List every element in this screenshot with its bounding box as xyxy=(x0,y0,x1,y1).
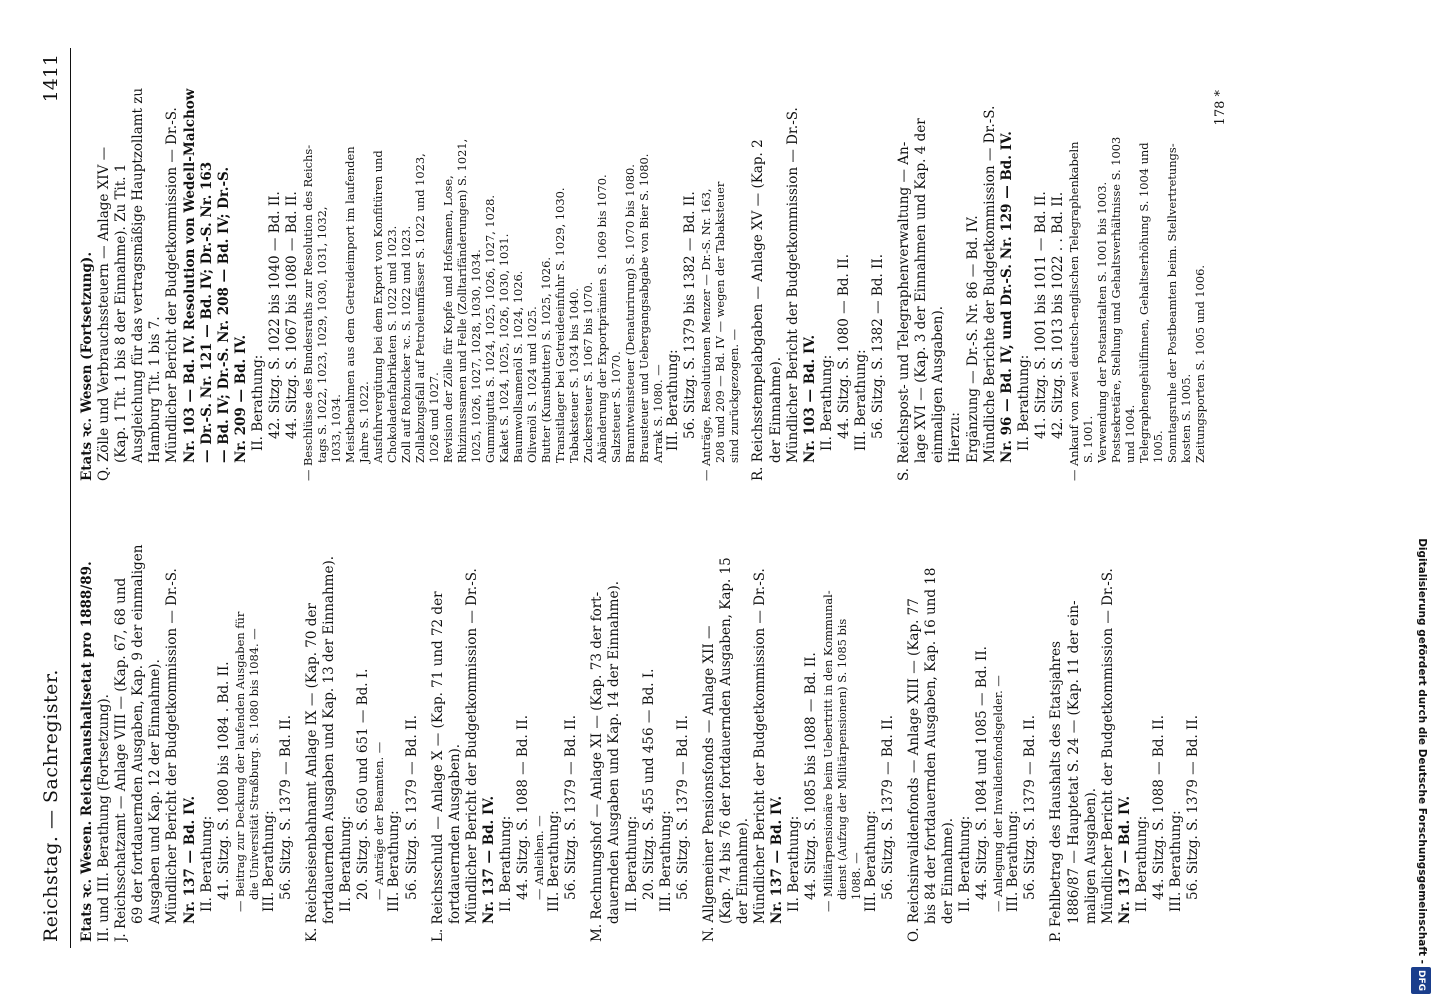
left-column-line: III. Berathung: xyxy=(1005,810,1022,912)
left-column xyxy=(79,515,1207,942)
right-column-line: Branntweinsteuer (Denaturirung) S. 1070 bis 1080. xyxy=(623,164,638,463)
right-column-line: Nr. 209 — Bd. IV. xyxy=(232,334,249,463)
right-column-line: S. 1001. xyxy=(1081,415,1096,463)
left-column-line: Mündlicher Bericht der Budgetkommission — Dr.-S. xyxy=(1099,568,1116,924)
left-column-line: Mündlicher Bericht der Budgetkommission — Dr.-S. xyxy=(463,568,480,924)
left-column-line: 44. Sitzg. S. 1088 — Bd. II. xyxy=(1150,715,1167,900)
left-column-line: M. Rechnungshof — Anlage XI — (Kap. 73 der fort- xyxy=(589,591,606,942)
right-column-line: 56. Sitzg. S. 1379 bis 1382 — Bd. II. xyxy=(682,191,699,439)
right-column xyxy=(79,54,1207,481)
left-column-line: maligen Ausgaben). xyxy=(1082,787,1099,924)
right-column-line: III. Berathung: xyxy=(665,349,682,451)
left-column-line: (Kap. 74 bis 76 der fortdauernden Ausgaben, Kap. 15 xyxy=(718,557,734,924)
left-column-line: II. Berathung: xyxy=(338,815,355,912)
entry-gap xyxy=(897,515,906,942)
left-column-line: die Universität Straßburg. S. 1080 bis 1084. — xyxy=(246,628,261,900)
right-column-line: 41. Sitzg. S. 1001 bis 1011 — Bd. II. xyxy=(1032,191,1049,439)
entry-gap xyxy=(421,515,430,942)
right-column-line: Salzsteuer S. 1070. xyxy=(609,351,624,463)
right-column-line: II. Berathung: xyxy=(249,354,266,451)
right-column-line: Etats ꝛc. Wesen (Fortsetzung). xyxy=(79,251,95,481)
entry-gap xyxy=(741,54,750,481)
left-column-line: III. Berathung: xyxy=(862,810,879,912)
right-column-line: Verwendung der Postanstalten S. 1001 bis 1003. xyxy=(1095,181,1110,463)
left-column-line: 56. Sitzg. S. 1379 — Bd. II. xyxy=(879,715,896,900)
left-column-line: der Einnahme). xyxy=(939,817,956,924)
right-column-line: Telegraphengehülfinnen, Gehaltserhöhung S. 1004 und xyxy=(1137,142,1152,463)
left-column-line: 44. Sitzg. S. 1084 und 1085 — Bd. II. xyxy=(974,646,991,900)
right-column-line: kosten S. 1005. xyxy=(1179,373,1194,463)
right-column-line: und 1004. xyxy=(1123,404,1138,463)
left-column-line: 56. Sitzg. S. 1379 — Bd. II. xyxy=(403,715,420,900)
right-column-line: Hierzu: xyxy=(947,412,964,463)
left-column-line: Mündlicher Bericht der Budgetkommission — Dr.-S. xyxy=(164,568,181,924)
right-column-line: S. Reichspost- und Telegraphenverwaltung — An- xyxy=(896,141,913,481)
right-column-line: Nr. 103 — Bd. IV. Resolution von Wedell-Malchow xyxy=(181,88,198,463)
entry-gap xyxy=(295,515,304,942)
left-column-line: J. Reichsschatzamt — Anlage VIII — (Kap. 67, 68 und xyxy=(113,577,130,942)
right-column-line: Baumwollsamenöl S. 1024, 1026. xyxy=(511,270,526,463)
left-column-line: III. Berathung: xyxy=(386,810,403,912)
left-column-line: 41. Sitzg. S. 1080 bis 1084 . Bd. II. xyxy=(215,661,232,900)
right-column-line: Nr. 103 — Bd. IV. xyxy=(801,334,818,463)
right-column-line: 42. Sitzg. S. 1013 bis 1022 . . Bd. II. xyxy=(1050,191,1066,439)
dfg-credit-text xyxy=(1412,0,1432,1000)
left-column-line: fortdauernden Ausgaben und Kap. 13 der Einnahme). xyxy=(321,555,338,924)
right-column-line: 208 und 209 — Bd. IV — wegen der Tabaksteuer xyxy=(713,181,728,463)
left-column-line: 69 der fortdauernden Ausgaben, Kap. 9 der einmaligen xyxy=(130,544,147,924)
right-column-line: Zollabzugsfall auf Petroleumfässer S. 1022 und 1023, xyxy=(413,153,428,463)
left-column-line: 44. Sitzg. S. 1088 — Bd. II. xyxy=(515,715,532,900)
left-column-line: Nr. 137 — Bd. IV. xyxy=(480,795,497,924)
left-column-line: L. Reichsschuld — Anlage X — (Kap. 71 und 72 der xyxy=(429,591,446,942)
right-column-line: — Ankauf von zwei deutsch-englischen Telegraphenkabeln xyxy=(1067,141,1082,481)
left-column-line: der Einnahme). xyxy=(735,817,752,924)
left-column-line: 1886/87 — Hauptetat S. 24 — (Kap. 11 der ein- xyxy=(1065,600,1082,924)
right-column-line: Ausfuhrvergütung bei dem Export von Konfitüren und xyxy=(371,150,386,463)
right-column-line: Mündlicher Bericht der Budgetkommission — Dr.-S. xyxy=(784,107,801,463)
left-column-line: 56. Sitzg. S. 1379 — Bd. II. xyxy=(1185,715,1202,900)
right-column-line: lage XVI — (Kap. 3 der Einnahmen und Kap. 4 der xyxy=(913,118,930,463)
signature-mark: 178 * xyxy=(1213,90,1229,126)
right-column-line: 1026 und 1027. xyxy=(427,372,442,463)
entry-gap xyxy=(887,54,896,481)
right-column-line: Revision der Zölle für Kopfe und Hofsamen, Lose, xyxy=(441,175,456,463)
left-column-line: Nr. 137 — Bd. IV. xyxy=(769,795,786,924)
left-column-line: II. Berathung: xyxy=(1133,815,1150,912)
right-column-line: R. Reichsstempelabgaben — Anlage XV — (Kap. 2 xyxy=(750,139,767,481)
right-column-line: — Beschlüsse des Bundesraths zur Resolution des Reichs- xyxy=(301,144,316,481)
page-number: 1411 xyxy=(40,54,62,103)
left-column-line: — Anleihen. — xyxy=(532,815,547,900)
right-column-line: 1033, 1034. xyxy=(329,394,344,463)
entry-gap xyxy=(580,515,589,942)
left-column-line: II. Berathung: xyxy=(957,815,974,912)
left-column-line: P. Fehlbetrag des Haushalts des Etatsjahres xyxy=(1048,641,1065,942)
left-column-line: — Militärpensionäre beim Uebertritt in den Kommunal- xyxy=(820,590,835,912)
left-column-line: III. Berathung: xyxy=(1168,810,1185,912)
right-column-line: Zeitungsporten S. 1005 und 1006. xyxy=(1193,265,1208,463)
left-column-line: K. Reichseisenbahnamt Anlage IX — (Kap. 70 der xyxy=(304,603,321,942)
left-column-line: Nr. 137 — Bd. IV. xyxy=(181,795,198,924)
left-column-line: II. und III. Berathung (Fortsetzung). xyxy=(96,694,113,942)
right-column-line: Kaket S. 1024, 1025, 1026, 1030, 1031. xyxy=(497,233,512,463)
running-title: Reichstag. — Sachregister. xyxy=(40,669,62,942)
left-column-line: 20. Sitzg. S. 455 und 456 — Bd. I. xyxy=(640,668,657,900)
left-column-line: dauernden Ausgaben und Kap. 14 der Einnahme). xyxy=(606,581,623,924)
right-column-line: Ergänzung — Dr.-S. Nr. 86 — Bd. IV. xyxy=(964,215,981,463)
columns xyxy=(79,54,1207,942)
right-column-line: Hamburg Tit. 1 bis 7. xyxy=(147,316,164,463)
page-header xyxy=(40,54,70,942)
right-column-line: Mündliche Berichte der Budgetkommission — Dr.-S. xyxy=(981,105,998,463)
left-column-line: 56. Sitzg. S. 1379 — Bd. II. xyxy=(277,715,294,900)
left-column-line: Nr. 137 — Bd. IV. xyxy=(1116,795,1133,924)
left-column-line: N. Allgemeiner Pensionsfonds — Anlage XII — xyxy=(700,625,717,942)
left-column-line: III. Berathung: xyxy=(260,810,277,912)
left-column-line: 56. Sitzg. S. 1379 — Bd. II. xyxy=(563,715,580,900)
right-column-line: 42. Sitzg. S. 1022 bis 1040 — Bd. II. xyxy=(267,191,284,439)
right-column-line: Zuckersteuer S. 1067 bis 1070. xyxy=(581,281,596,463)
right-column-line: Olivenöl S. 1024 und 1025. xyxy=(525,306,540,463)
right-column-line: — Bd. IV; Dr.-S. Nr. 208 — Bd. IV; Dr.-S. xyxy=(215,166,232,463)
right-column-line: sind zurückgezogen. — xyxy=(727,328,742,463)
right-column-line: Brausteuer und Uebergangsabgabe von Bier S. 1080. xyxy=(637,153,652,463)
right-column-line: Tabaksteuer S. 1034 bis 1040. xyxy=(567,287,582,463)
left-column-line: II. Berathung: xyxy=(198,815,215,912)
right-column-line: (Kap. 1 Tit. 1 bis 8 der Einnahme). Zu Tit. 1 xyxy=(113,163,130,463)
left-column-line: Etats ꝛc. Wesen. Reichshaushaltsetat pro 1888/89. xyxy=(79,561,95,942)
right-column-line: Ausgleichung für das vertragsmäßige Hauptzollamt zu xyxy=(130,87,147,463)
left-column-line: 56. Sitzg. S. 1379 — Bd. II. xyxy=(1022,715,1039,900)
right-column-line: Chokoladenfabrikaten S. 1022 und 1023. xyxy=(385,225,400,463)
left-column-line: O. Reichsinvalidenfonds — Anlage XIII — (Kap. 77 xyxy=(905,598,922,942)
right-column-line: III. Berathung: xyxy=(852,349,869,451)
right-column-line: 1005. xyxy=(1151,430,1166,463)
left-column-line: 20. Sitzg. S. 650 und 651 — Bd. I. xyxy=(355,668,372,900)
right-column-line: Zoll auf Rohzucker ꝛc. S. 1022 und 1023. xyxy=(399,225,414,463)
right-column-line: Postsekretäre, Stellung und Gehaltsverhältnisse S. 1003 xyxy=(1109,136,1124,463)
right-column-line: Abänderung der Exportprämien S. 1069 bis 1070. xyxy=(595,174,610,463)
left-column-line: II. Berathung: xyxy=(497,815,514,912)
left-column-line: 44. Sitzg. S. 1085 bis 1088 — Bd. II. xyxy=(803,652,820,900)
right-column-line: Mündlicher Bericht der Budgetkommission — Dr.-S. xyxy=(164,107,181,463)
entry-gap xyxy=(692,515,701,942)
left-column-line: bis 84 der fortdauernden Ausgaben, Kap. 16 und 18 xyxy=(922,567,939,924)
left-column-line: 1088. — xyxy=(848,852,863,900)
right-column-line: Transitlager bei Getreideeinfuhr S. 1029, 1030. xyxy=(553,187,568,463)
right-column-line: Butter (Kunstbutter) S. 1025, 1026. xyxy=(539,257,554,463)
dfg-credit-label: Digitalisierung gefördert durch die Deutsche Forschungsgemeinschaft - xyxy=(1416,538,1428,964)
right-column-line: Q. Zölle und Verbrauchssteuern — Anlage XIV — xyxy=(96,146,113,481)
right-column-line: 1025, 1026, 1027, 1028, 1030, 1034. xyxy=(469,249,484,463)
right-column-line: Nr. 96 — Bd. IV, und Dr.-S. Nr. 129 — Bd. IV. xyxy=(998,131,1015,463)
left-column-line: fortdauernden Ausgaben). xyxy=(446,743,463,924)
right-column-line: — Anträge, Resolutionen Menzer — Dr.-S. Nr. 163, xyxy=(699,188,714,481)
left-column-line: III. Berathung: xyxy=(657,810,674,912)
left-column-line: II. Berathung: xyxy=(623,815,640,912)
side-credit xyxy=(1412,0,1432,1000)
right-column-line: Sonntagsruhe der Postbeamten beim. Stellvertretungs- xyxy=(1165,143,1180,463)
right-column-line: einmaligen Ausgaben). xyxy=(930,305,947,463)
right-column-line: Jahre S. 1022. xyxy=(357,381,372,463)
entry-gap xyxy=(1039,515,1048,942)
right-column-line: Rhizinussamen und Felle (Zolltarifänderungen) S. 1021, xyxy=(455,138,470,463)
left-column-line: — Anträge der Beamten. — xyxy=(372,741,387,900)
header-rule xyxy=(70,48,71,948)
left-column-line: — Beitrag zur Deckung der laufenden Ausgaben für xyxy=(232,611,247,912)
left-column-line: Ausgaben und Kap. 12 der Einnahme). xyxy=(147,659,164,924)
right-column-line: Arrak S. 1080. — xyxy=(651,364,666,463)
right-column-line: 44. Sitzg. S. 1080 — Bd. II. xyxy=(835,254,852,439)
right-column-line: 56. Sitzg. S. 1382 — Bd. II. xyxy=(870,254,887,439)
right-column-line: — Dr.-S. Nr. 121 — Bd. IV; Dr.-S. Nr. 163 xyxy=(198,161,215,463)
left-column-line: 56. Sitzg. S. 1379 — Bd. II. xyxy=(674,715,691,900)
left-column-line: III. Berathung: xyxy=(546,810,563,912)
left-column-line: Mündlicher Bericht der Budgetkommission — Dr.-S. xyxy=(752,568,769,924)
right-column-line: 44. Sitzg. S. 1067 bis 1080 — Bd. II. xyxy=(284,191,301,439)
right-column-line: der Einnahme). xyxy=(767,356,784,463)
left-column-line: dienst (Aufzug der Militärpensionen) S. 1085 bis xyxy=(834,618,849,900)
dfg-logo: DFG xyxy=(1411,967,1431,994)
right-column-line: II. Berathung: xyxy=(1015,354,1032,451)
left-column-line: — Anlegung der Invalidenfondsgelder. — xyxy=(991,675,1006,912)
left-column-line: II. Berathung: xyxy=(786,815,803,912)
right-column-line: Gummigutta S. 1024, 1025, 1026, 1027, 1028. xyxy=(483,194,498,463)
right-column-line: Meistbenahmen aus dem Getreideimport im laufenden xyxy=(343,146,358,463)
right-column-line: tags S. 1022, 1023, 1029, 1030, 1031, 1032, xyxy=(315,206,330,463)
right-column-line: II. Berathung: xyxy=(818,354,835,451)
